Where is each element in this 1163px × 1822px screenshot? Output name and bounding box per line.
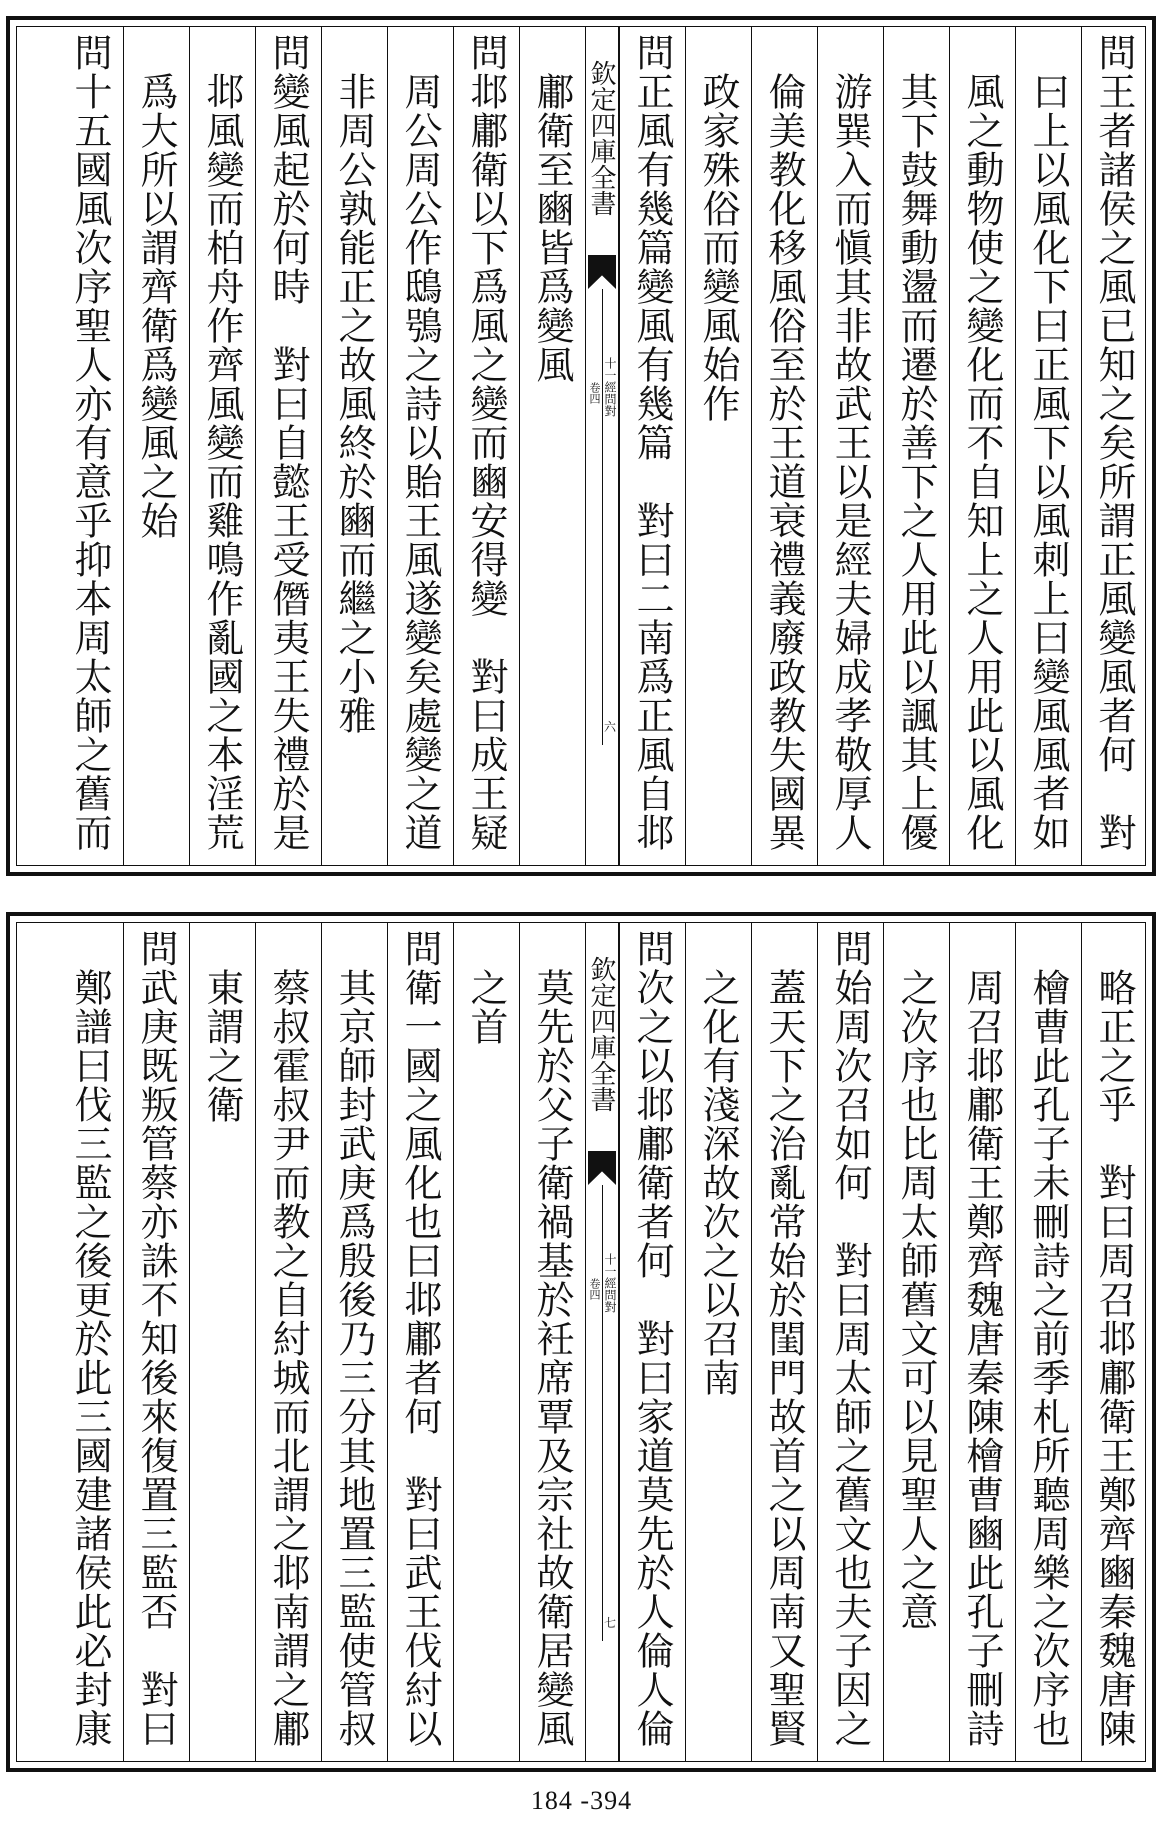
page-frame (16, 922, 1146, 1762)
book-title: 欽定四庫全書 (586, 60, 616, 216)
text-column: 爲大所以謂齊衛爲變風之始 (123, 27, 189, 865)
text-column: 周公周公作鴟鴞之詩以貽王風遂變矣處變之道 (387, 27, 453, 865)
text-column: 問始周次召如何 對曰周太師之舊文也夫子因之 (817, 923, 883, 1761)
text-column: 周召邶鄘衛王鄭齊魏唐秦陳檜曹豳此孔子刪詩 (949, 923, 1015, 1761)
page-number: 184 -394 (530, 1786, 633, 1815)
section-label: 十一經問對 (603, 357, 617, 417)
text-column: 問正風有幾篇變風有幾篇 對曰二南爲正風自邶 (619, 27, 685, 865)
leaf-number: 六 (603, 720, 616, 734)
volume-label: 卷四 (588, 382, 601, 404)
gutter-center (585, 923, 619, 1761)
text-column: 鄭譜曰伐三監之後更於此三國建諸侯此必封康 (68, 929, 112, 1748)
text-column: 其京師封武庚爲殷後乃三分其地置三監使管叔 (321, 923, 387, 1761)
text-column: 莫先於父子衛禍基於衽席覃及宗社故衛居變風 (519, 923, 585, 1761)
text-column: 問武庚既叛管蔡亦誅不知後來復置三監否 對曰 (123, 923, 189, 1761)
text-column: 檜曹此孔子未刪詩之前季札所聽周樂之次序也 (1015, 923, 1081, 1761)
text-column: 其下鼓舞動盪而遷於善下之人用此以諷其上優 (883, 27, 949, 865)
text-column: 問次之以邶鄘衛者何 對曰家道莫先於人倫人倫 (619, 923, 685, 1761)
text-column: 之首 (453, 923, 519, 1761)
text-column: 非周公孰能正之故風終於豳而繼之小雅 (321, 27, 387, 865)
leaf-number: 七 (603, 1616, 616, 1630)
text-column: 問變風起於何時 對曰自懿王受僭夷王失禮於是 (255, 27, 321, 865)
volume-label: 卷四 (588, 1278, 601, 1300)
text-column: 問十五國風次序聖人亦有意乎抑本周太師之舊而 (68, 33, 112, 852)
text-column: 問王者諸侯之風已知之矣所謂正風變風者何 對 (1081, 27, 1147, 865)
book-title: 欽定四庫全書 (586, 956, 616, 1112)
fish-tail-mark (588, 1151, 616, 1185)
text-column: 蓋天下之治亂常始於閨門故首之以周南又聖賢 (751, 923, 817, 1761)
page-frame (16, 26, 1146, 866)
text-column: 鄘衛至豳皆爲變風 (519, 27, 585, 865)
text-column: 之次序也比周太師舊文可以見聖人之意 (883, 923, 949, 1761)
section-label: 十一經問對 (603, 1253, 617, 1313)
page-top (6, 16, 1156, 876)
text-column: 游巽入而愼其非故武王以是經夫婦成孝敬厚人 (817, 27, 883, 865)
text-column: 問衛一國之風化也曰邶鄘者何 對曰武王伐紂以 (387, 923, 453, 1761)
text-column: 問邶鄘衛以下爲風之變而豳安得變 對曰成王疑 (453, 27, 519, 865)
page-bottom (6, 912, 1156, 1772)
text-column: 倫美教化移風俗至於王道衰禮義廢政教失國異 (751, 27, 817, 865)
text-column: 蔡叔霍叔尹而教之自紂城而北謂之邶南謂之鄘 (255, 923, 321, 1761)
text-column: 之化有淺深故次之以召南 (685, 923, 751, 1761)
text-column: 曰上以風化下曰正風下以風刺上曰變風風者如 (1015, 27, 1081, 865)
text-column: 邶風變而柏舟作齊風變而雞鳴作亂國之本淫荒 (189, 27, 255, 865)
gutter-center (585, 27, 619, 865)
text-column: 政家殊俗而變風始作 (685, 27, 751, 865)
fish-tail-mark (588, 255, 616, 289)
text-column: 風之動物使之變化而不自知上之人用此以風化 (949, 27, 1015, 865)
text-column: 東謂之衛 (189, 923, 255, 1761)
text-column: 略正之乎 對曰周召邶鄘衛王鄭齊豳秦魏唐陳 (1081, 923, 1147, 1761)
